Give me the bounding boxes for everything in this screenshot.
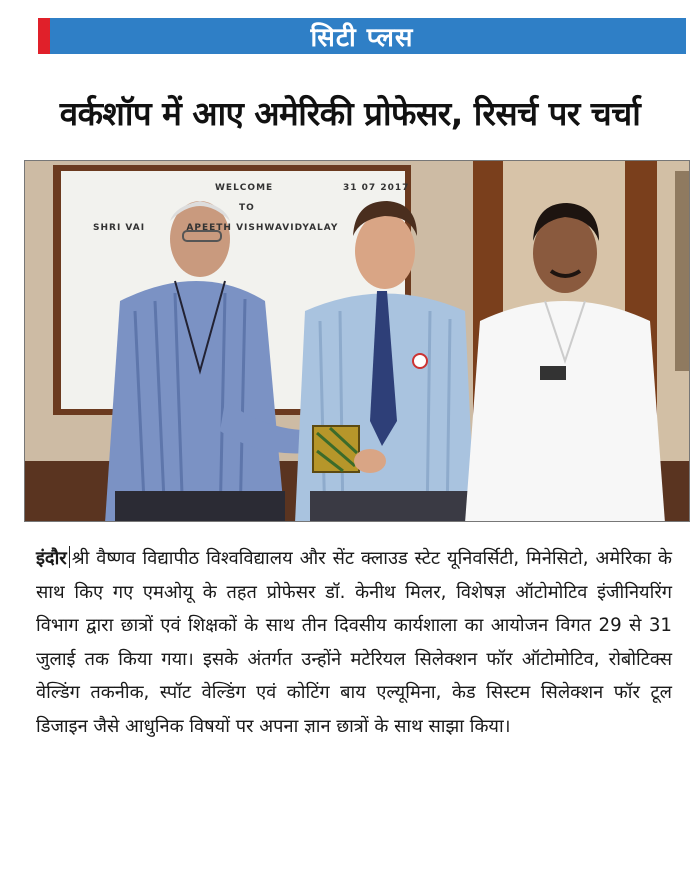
board-university: SHRI VAI APEETH VISHWAVIDYALAY	[93, 223, 339, 233]
photo-illustration	[25, 161, 690, 522]
article-body	[36, 542, 672, 744]
section-label: सिटी प्लस	[310, 23, 414, 53]
section-banner	[38, 18, 686, 54]
banner-accent	[38, 18, 50, 54]
news-photo	[24, 160, 690, 522]
board-to: TO	[239, 203, 255, 213]
dateline-separator	[69, 546, 70, 568]
article-text: श्री वैष्णव विद्यापीठ विश्वविद्यालय और सेंट क्लाउड स्टेट यूनिवर्सिटी, मिनेसिटो, अमेरिका के साथ किए गए एमओयू के तहत प्रोफेसर डॉ. केनीथ मिलर, विशेषज्ञ ऑटोमोटिव इंजीनियरिंग विभाग द्वारा छात्रों एवं शिक्षकों के साथ तीन दिवसीय कार्यशाला का आयोजन विगत 29 से 31 जुलाई तक किया गया। इसके अंतर्गत उन्होंने मटेरियल सिलेक्शन फॉर ऑटोमोटिव, रोबोटिक्स वेल्डिंग तकनीक, स्पॉट वेल्डिंग एवं कोटिंग बाय एल्यूमिना, केड सिस्टम सिलेक्शन फॉर टूल डिजाइन जैसे आधुनिक विषयों पर अपना ज्ञान छात्रों के साथ साझा किया।	[36, 548, 672, 737]
dateline: इंदौर	[36, 548, 67, 569]
board-welcome: WELCOME	[215, 183, 274, 193]
board-date: 31 07 2017	[343, 183, 410, 193]
headline: वर्कशॉप में आए अमेरिकी प्रोफेसर, रिसर्च पर चर्चा	[59, 94, 641, 133]
